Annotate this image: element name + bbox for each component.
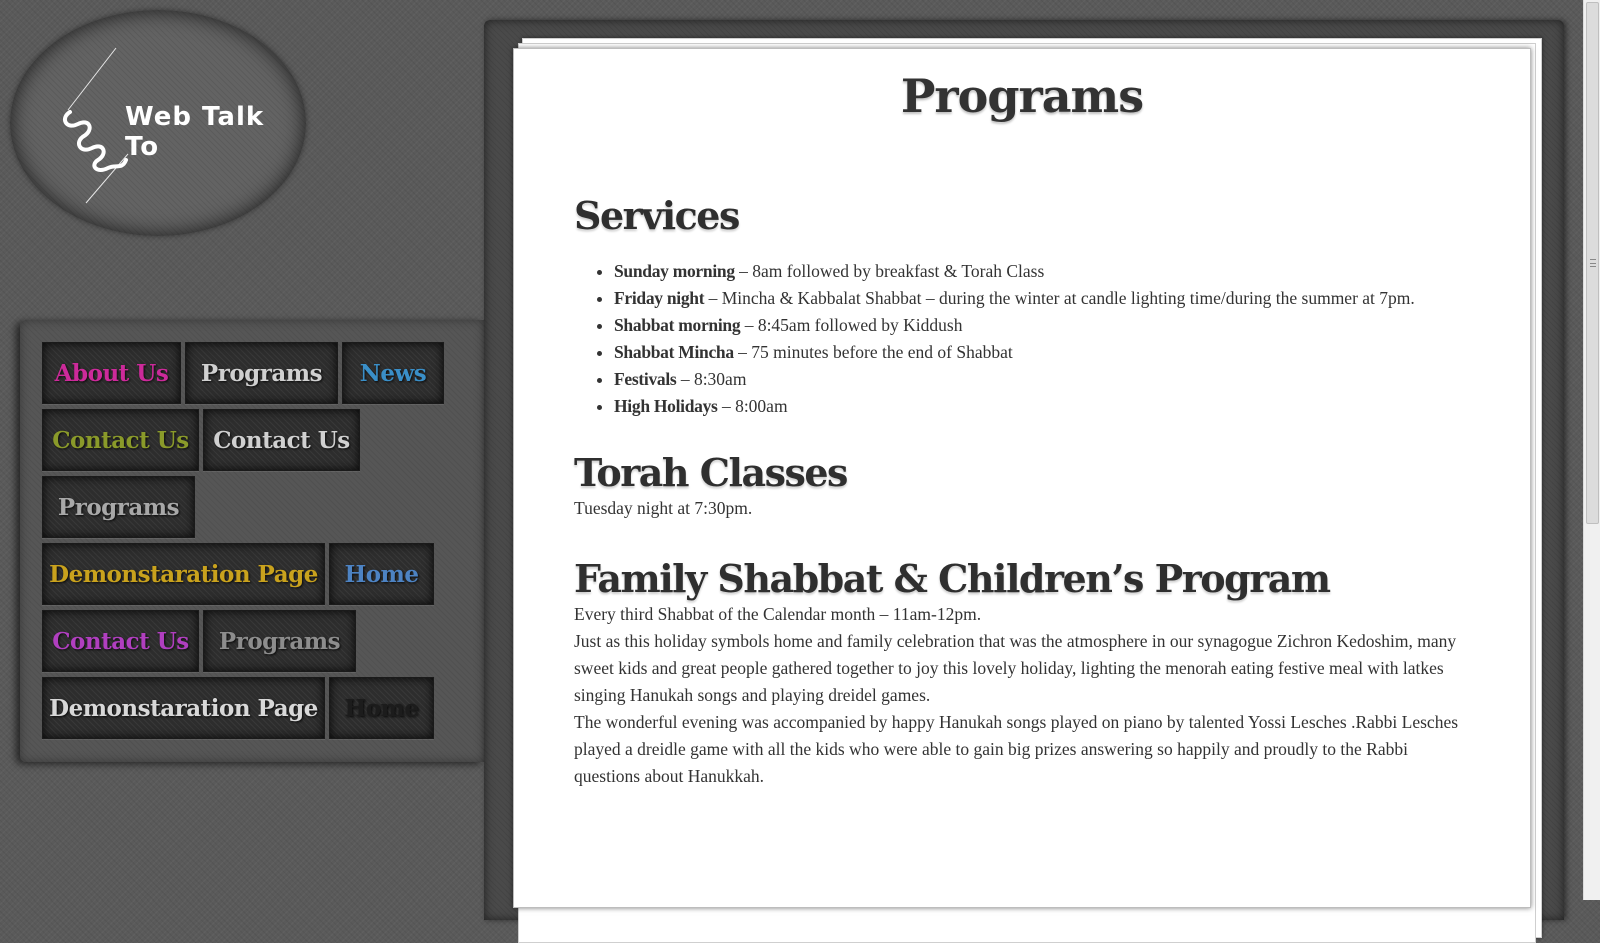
nav-about-us[interactable]: About Us (42, 342, 181, 404)
logo-text: Web Talk To (125, 102, 265, 162)
torah-classes-text: Tuesday night at 7:30pm. (574, 498, 753, 518)
family-program-paragraph-2: The wonderful evening was accompanied by happy Hanukah songs played on piano by talented Yossi Lesches .Rabbi Lesches played a dreidle game with all the kids who were able to gain big prizes answering so happily and proudly to the Rabbi questions about Hanukkah. (574, 712, 1459, 786)
service-detail: – Mincha & Kabbalat Shabbat – during the winter at candle lighting time/during the summer at 7pm. (704, 288, 1415, 308)
services-heading: Services (574, 193, 739, 238)
services-list (574, 258, 1470, 420)
list-item (614, 285, 1470, 312)
nav-demonstration-page[interactable]: Demonstaration Page (42, 543, 325, 605)
nav-contact-us-3[interactable]: Contact Us (42, 610, 199, 672)
service-detail: – 8am followed by breakfast & Torah Class (734, 261, 1045, 281)
family-program-heading: Family Shabbat & Children’s Program (574, 556, 1330, 601)
page-title: Programs (900, 69, 1144, 123)
nav-home-2[interactable]: Home (329, 677, 434, 739)
service-name: Shabbat Mincha (614, 342, 734, 362)
vertical-scrollbar[interactable] (1583, 0, 1600, 900)
service-name: Sunday morning (614, 261, 735, 281)
service-name: Festivals (614, 369, 677, 389)
nav-home[interactable]: Home (329, 543, 434, 605)
list-item (614, 339, 1470, 366)
nav-programs-2[interactable]: Programs (42, 476, 195, 538)
list-item (614, 258, 1470, 285)
grip-icon (1590, 259, 1596, 267)
site-logo[interactable] (10, 10, 306, 236)
torah-classes-heading: Torah Classes (574, 450, 847, 495)
service-name: Shabbat morning (614, 315, 741, 335)
family-program-schedule: Every third Shabbat of the Calendar month – 11am-12pm. (574, 604, 982, 624)
nav-news[interactable]: News (342, 342, 444, 404)
service-detail: – 8:45am followed by Kiddush (740, 315, 963, 335)
nav-contact-us[interactable]: Contact Us (42, 409, 199, 471)
nav-programs-3[interactable]: Programs (203, 610, 356, 672)
service-name: High Holidays (614, 396, 718, 416)
service-detail: – 75 minutes before the end of Shabbat (733, 342, 1013, 362)
squiggle-logo-icon (56, 38, 136, 208)
nav-programs[interactable]: Programs (185, 342, 338, 404)
main-content (513, 48, 1531, 908)
family-program-paragraph: Just as this holiday symbols home and family celebration that was the atmosphere in our synagogue Zichron Kedoshim, many sweet kids and great people gathered together to joy this lovely holiday, lighting the menorah eating festive meal with latkes singing Hanukah songs and playing dreidel games. (574, 631, 1457, 705)
list-item (614, 393, 1470, 420)
nav-contact-us-2[interactable]: Contact Us (203, 409, 360, 471)
service-detail: – 8:00am (717, 396, 788, 416)
list-item (614, 312, 1470, 339)
scrollbar-thumb[interactable] (1586, 2, 1599, 524)
service-name: Friday night (614, 288, 705, 308)
service-detail: – 8:30am (676, 369, 747, 389)
nav-demonstration-page-2[interactable]: Demonstaration Page (42, 677, 325, 739)
list-item (614, 366, 1470, 393)
